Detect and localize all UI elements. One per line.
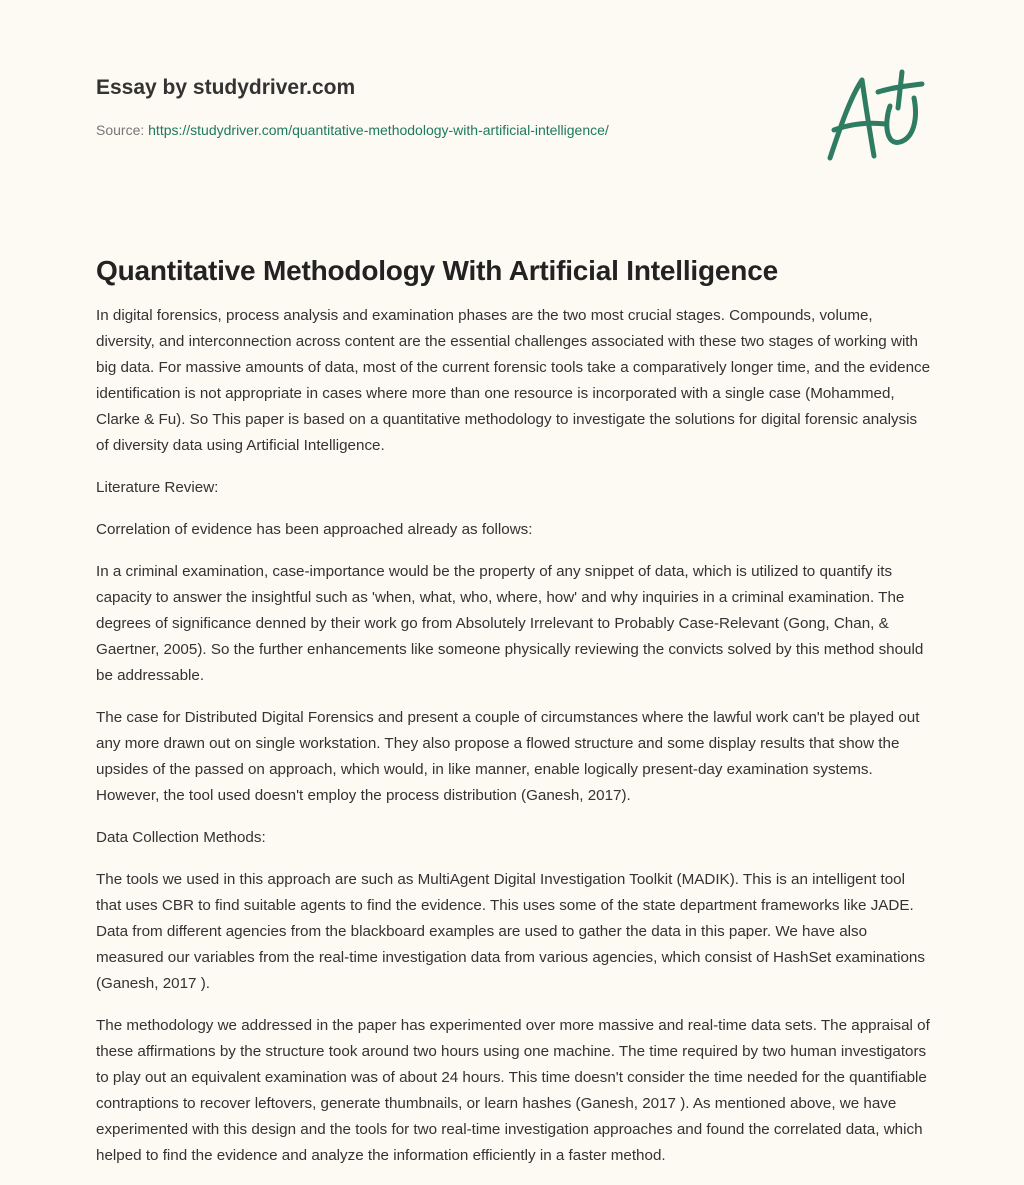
section-heading: Data Collection Methods: (96, 829, 266, 846)
a-plus-logo-icon (820, 68, 930, 168)
paragraph: Correlation of evidence has been approached already as follows: (96, 521, 533, 538)
essay-body (96, 303, 934, 1185)
essay-header (96, 76, 609, 138)
paragraph: In a criminal examination, case-importance would be the property of any snippet of data, which is utilized to quantify its capacity to answer the insightful such as 'when, what, who, where, how' and why inquiries in a criminal examination. The degrees of significance denned by their work go from Absolutely Irrelevant to Probably Case-Relevant (Gong, Chan, & Gaertner, 2005). So the further enhancements like someone physically reviewing the convicts solved by this method should be addressable. (96, 563, 924, 684)
section-heading: Literature Review: (96, 479, 219, 496)
paragraph: The methodology we addressed in the paper has experimented over more massive and real-time data sets. The appraisal of these affirmations by the structure took around two hours using one machine. The time required by two human investigators to play out an equivalent examination was of about 24 hours. This time doesn't consider the time needed for the quantifiable contraptions to recover leftovers, generate thumbnails, or learn hashes (Ganesh, 2017 ). As mentioned above, we have experimented with this design and the tools for two real-time investigation approaches and found the correlated data, which helped to find the evidence and analyze the information efficiently in a faster method. (96, 1017, 930, 1164)
paragraph: In digital forensics, process analysis and examination phases are the two most crucial stages. Compounds, volume, diversity, and interconnection across content are the essential challenges associated with these two stages of working with big data. For massive amounts of data, most of the current forensic tools take a comparatively longer time, and the evidence identification is not appropriate in cases where more than one resource is incorporated with a single case (Mohammed, Clarke & Fu). So This paper is based on a quantitative methodology to investigate the solutions for digital forensic analysis of diversity data using Artificial Intelligence. (96, 307, 931, 454)
source-line (96, 122, 609, 138)
source-link[interactable]: https://studydriver.com/quantitative-methodology-with-artificial-intelligence/ (148, 122, 609, 138)
paragraph: The case for Distributed Digital Forensics and present a couple of circumstances where the lawful work can't be played out any more drawn out on single workstation. They also propose a flowed structure and some display results that show the upsides of the passed on approach, which would, in like manner, enable logically present-day examination systems. However, the tool used doesn't employ the process distribution (Ganesh, 2017). (96, 709, 920, 804)
brand-title: Essay by studydriver.com (96, 76, 356, 99)
paragraph: The tools we used in this approach are such as MultiAgent Digital Investigation Toolkit (MADIK). This is an intelligent tool that uses CBR to find suitable agents to find the evidence. This uses some of the state department frameworks like JADE. Data from different agencies from the blackboard examples are used to gather the data in this paper. We have also measured our variables from the real-time investigation data from various agencies, which consist of HashSet examinations (Ganesh, 2017 ). (96, 871, 925, 992)
page-title: Quantitative Methodology With Artificial Intelligence (96, 255, 778, 286)
source-label: Source: (96, 122, 145, 138)
